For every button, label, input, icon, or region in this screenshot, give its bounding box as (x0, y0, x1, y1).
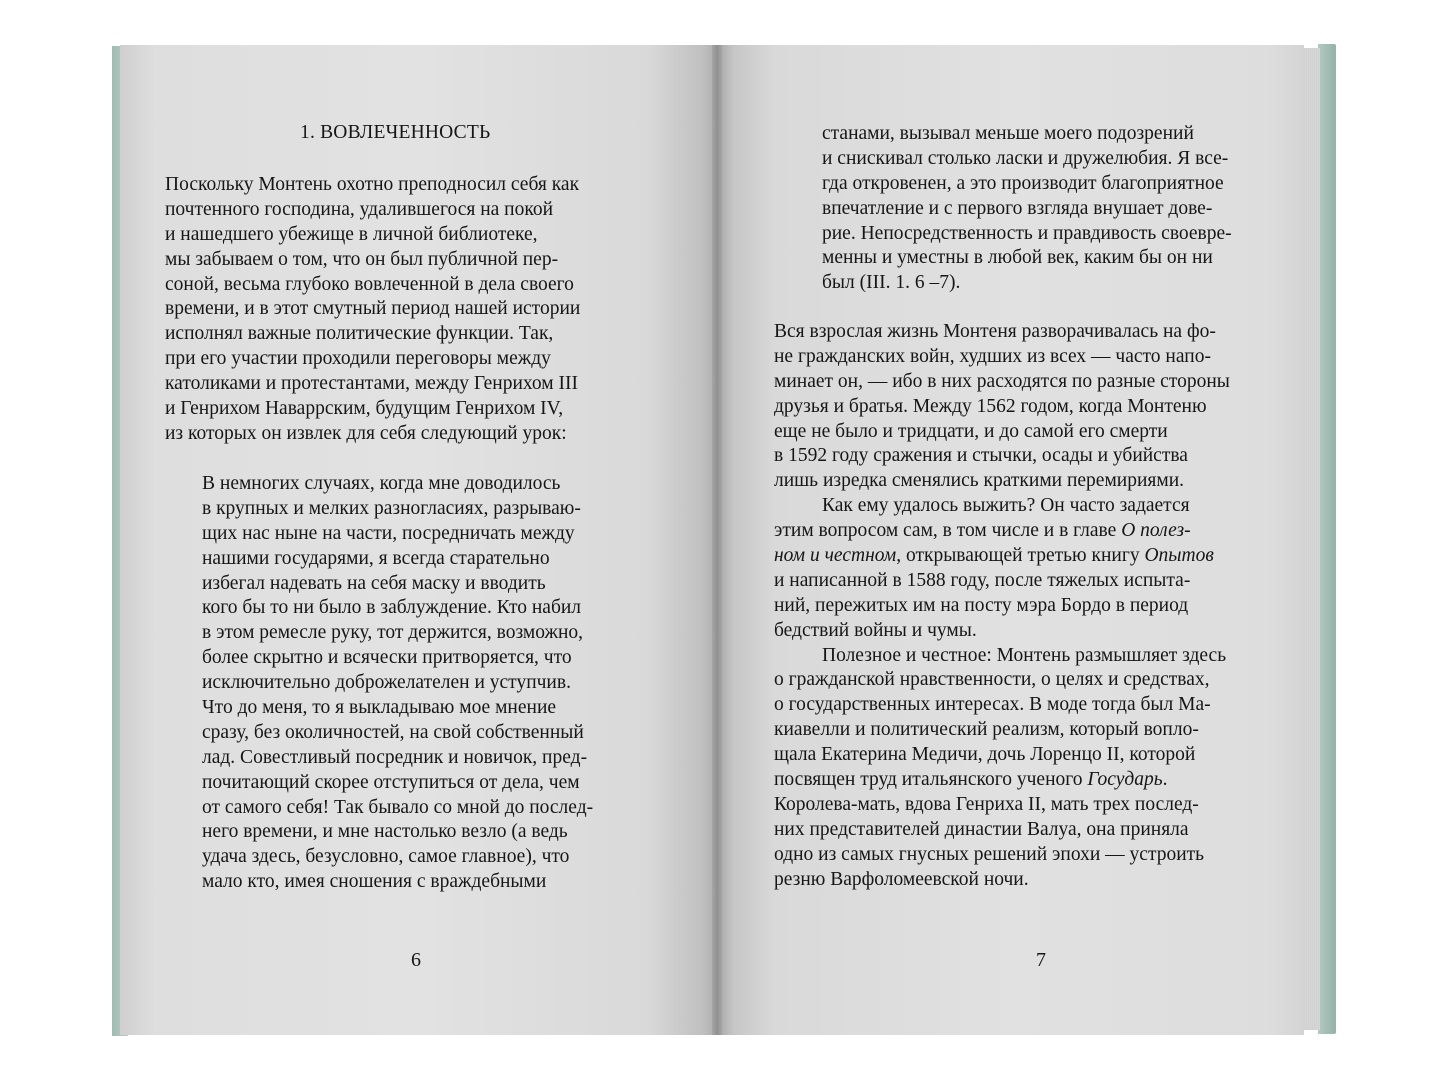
text-line: киавелли и политический реализм, который вопло- (774, 719, 1199, 741)
text-line: лишь изредка сменялись краткими перемириями. (774, 470, 1185, 492)
quote-line: в этом ремесле руку, тот держится, возможно, (202, 622, 584, 644)
quote-line: исключительно доброжелателен и уступчив. (202, 672, 571, 694)
text-run: этим вопросом сам, в том числе и в главе (774, 520, 1122, 542)
quote-line: рие. Непосредственность и правдивость своевре- (822, 222, 1232, 244)
text-line: и Генрихом Наваррским, будущим Генрихом IV, (165, 398, 564, 420)
quote-line: станами, вызывал меньше моего подозрений (822, 123, 1194, 144)
quote-line: в крупных и мелких разногласиях, разрываю- (202, 497, 581, 519)
text-line: щала Екатерина Медичи, дочь Лоренцо II, которой (774, 744, 1196, 766)
quote-line: был (III. 1. 6 –7). (822, 272, 961, 294)
quote-line: от самого себя! Так бывало со мной до послед- (202, 796, 594, 818)
chapter-heading: 1. ВОВЛЕЧЕННОСТЬ (300, 122, 491, 143)
quote-line: избегал надевать на себя маску и вводить (202, 572, 546, 594)
left-block-quote (202, 472, 593, 895)
text-run: посвящен труд итальянского ученого (774, 769, 1088, 791)
text-line: при его участии проходили переговоры между (165, 348, 551, 370)
quote-line: сразу, без околичностей, на свой собственный (202, 721, 584, 743)
text-line: Королева-мать, вдова Генриха II, мать трех послед- (774, 793, 1199, 815)
left-body-paragraph (165, 173, 580, 447)
quote-line: Что до меня, то я выкладываю мое мнение (202, 697, 557, 719)
text-run: , открывающей третью книгу (896, 545, 1145, 567)
text-line: почтенного господина, удалившегося на покой (165, 198, 554, 220)
text-line: мы забываем о том, что он был публичной пер- (165, 248, 559, 270)
italic-book-title: Государь (1087, 769, 1163, 791)
quote-line: почитающий скорее отступиться от дела, чем (202, 771, 580, 793)
text-line: Как ему удалось выжить? Он часто задается (822, 495, 1190, 517)
text-line: бедствий войны и чумы. (774, 619, 977, 641)
quote-line: мало кто, имея сношения с враждебными (202, 871, 547, 893)
book-cover-edge-right (1318, 44, 1336, 1034)
text-line: одно из самых гнусных решений эпохи — устроить (774, 843, 1205, 865)
text-line: из которых он извлек для себя следующий урок: (165, 422, 567, 444)
text-line: времени, и в этот смутный период нашей истории (165, 298, 581, 320)
quote-line: более скрытно и всячески притворяется, что (202, 647, 572, 669)
italic-book-title: О полез- (1121, 520, 1191, 542)
quote-line: кого бы то ни было в заблуждение. Кто набил (202, 597, 582, 619)
text-line: Вся взрослая жизнь Монтеня разворачивалась на фо- (774, 321, 1216, 342)
quote-line: удача здесь, безусловно, самое главное), что (202, 846, 570, 868)
page-number-left: 6 (411, 949, 421, 971)
right-block-quote (822, 122, 1232, 296)
quote-line: и снискивал столько ласки и дружелюбия. Я все- (822, 147, 1229, 169)
text-line: и нашедшего убежище в личной библиотеке, (165, 223, 538, 245)
text-line: в 1592 году сражения и стычки, осады и убийства (774, 445, 1188, 467)
quote-line: В немногих случаях, когда мне доводилось (202, 473, 561, 494)
text-line: резню Варфоломеевской ночи. (774, 868, 1029, 890)
text-line: о гражданской нравственности, о целях и средствах, (774, 669, 1210, 691)
text-line: них представителей династии Валуа, она приняла (774, 818, 1189, 840)
quote-line: впечатление и с первого взгляда внушает дове- (822, 197, 1213, 219)
quote-line: гда откровенен, а это производит благоприятное (822, 172, 1224, 194)
quote-line: лад. Совестливый посредник и новичок, пред- (202, 746, 588, 768)
text-line: друзья и братья. Между 1562 годом, когда Монтеню (774, 395, 1207, 417)
text-line: исполнял важные политические функции. Так, (165, 323, 554, 345)
quote-line: нашими государями, я всегда старательно (202, 547, 550, 569)
text-line: и написанной в 1588 году, после тяжелых испыта- (774, 569, 1191, 591)
text-line: еще не было и тридцати, и до самой его смерти (774, 420, 1168, 442)
italic-book-title: ном и честном (774, 545, 897, 567)
text-line (774, 768, 1230, 793)
quote-line: менны и уместны в любой век, каким бы он ни (822, 247, 1213, 269)
quote-line: щих нас ныне на части, посредничать между (202, 522, 575, 544)
text-line: о государственных интересах. В моде тогда был Ма- (774, 694, 1211, 716)
text-line: католиками и протестантами, между Генрихом III (165, 373, 578, 395)
text-line: Поскольку Монтень охотно преподносил себя как (165, 174, 580, 195)
text-line: ний, пережитых им на посту мэра Бордо в период (774, 594, 1189, 616)
text-line (774, 519, 1230, 544)
right-body-text (774, 320, 1230, 892)
text-run: . (1162, 769, 1168, 791)
text-line: минает он, — ибо в них расходятся по разные стороны (774, 370, 1230, 392)
page-number-right: 7 (1036, 949, 1046, 971)
text-line (774, 544, 1230, 569)
text-line: не гражданских войн, худших из всех — часто напо- (774, 345, 1211, 367)
text-line: соной, весьма глубоко вовлеченной в дела своего (165, 273, 574, 295)
text-line: Полезное и честное: Монтень размышляет здесь (822, 644, 1227, 666)
quote-line: него времени, и мне настолько везло (а ведь (202, 821, 568, 843)
book-gutter (712, 45, 722, 1035)
italic-book-title: Опытов (1144, 545, 1214, 567)
